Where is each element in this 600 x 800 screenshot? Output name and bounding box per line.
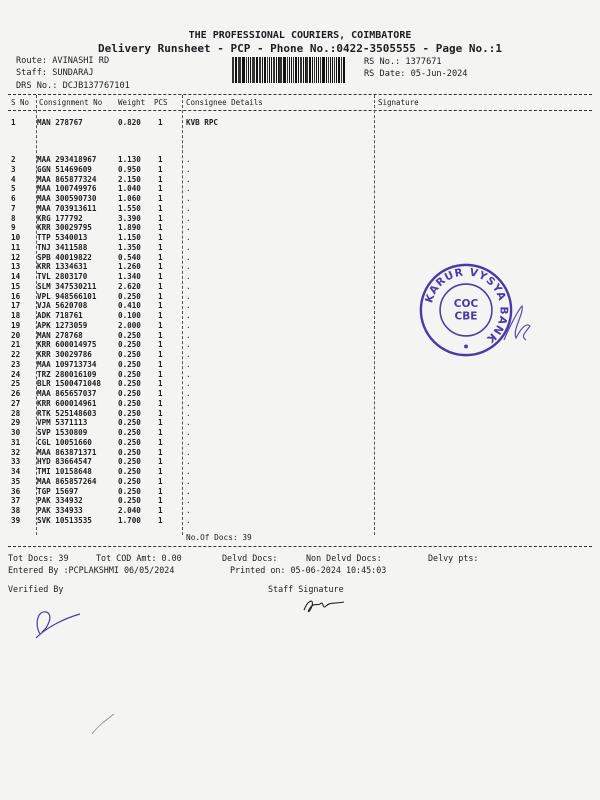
row-weight: 0.250 xyxy=(118,486,141,496)
row-weight: 2.620 xyxy=(118,281,141,291)
barcode-bar xyxy=(295,57,297,83)
row-sno: 22 xyxy=(11,350,21,359)
row-consignee-details: . xyxy=(186,467,191,476)
row-pcs: 1 xyxy=(158,301,163,311)
row-pcs: 1 xyxy=(158,467,163,476)
row-sno: 16 xyxy=(11,291,21,301)
stamp-line-coc: COC xyxy=(453,298,479,311)
row-pcs: 1 xyxy=(158,428,163,437)
row-sno: 36 xyxy=(11,486,21,496)
drs-number: DRS No.: DCJB137767101 xyxy=(16,81,130,91)
row-consignment-no: SVP 1530809 xyxy=(37,428,88,437)
row-consignment-no: SPB 40019822 xyxy=(37,252,92,262)
row-weight: 1.350 xyxy=(118,242,141,252)
row-consignment-no: PAK 334932 xyxy=(37,496,83,506)
row-consignee-details: . xyxy=(186,164,191,174)
row-consignment-no: SLM 347530211 xyxy=(37,281,97,291)
row-consignee-details: . xyxy=(186,330,191,340)
header-divider-bottom xyxy=(8,110,592,111)
row-pcs: 1 xyxy=(158,272,163,281)
row-sno: 29 xyxy=(11,418,21,428)
row-consignment-no: MAA 865877324 xyxy=(37,174,97,184)
row-sno: 33 xyxy=(11,457,21,467)
row-sno: 11 xyxy=(11,242,21,252)
barcode-bar xyxy=(238,57,240,83)
row-weight: 0.250 xyxy=(118,496,141,506)
delivery-points: Delvy pts: xyxy=(428,553,479,563)
row-pcs: 1 xyxy=(158,184,163,194)
stamp-line-cbe: CBE xyxy=(454,310,478,323)
row-sno: 32 xyxy=(11,447,21,457)
row-pcs: 1 xyxy=(158,408,163,418)
row-pcs: 1 xyxy=(158,398,163,408)
barcode-bar xyxy=(320,57,321,83)
row-consignee-details: . xyxy=(186,340,191,350)
entered-by: Entered By :PCPLAKSHMI 06/05/2024 xyxy=(8,565,175,575)
col-header-signature: Signature xyxy=(378,98,419,107)
row-sno: 38 xyxy=(11,506,21,515)
row-pcs: 1 xyxy=(158,194,163,203)
row-pcs: 1 xyxy=(158,320,163,330)
rs-number: RS No.: 1377671 xyxy=(364,57,442,67)
row-consignment-no: MAA 300590730 xyxy=(37,194,97,203)
row-sno: 20 xyxy=(11,330,21,340)
row-consignee-details: . xyxy=(186,369,191,379)
col-divider-3 xyxy=(374,95,375,535)
row-sno: 14 xyxy=(11,272,21,281)
row-sno: 25 xyxy=(11,379,21,389)
row-sno: 23 xyxy=(11,359,21,369)
row-pcs: 1 xyxy=(158,155,163,164)
barcode-bar xyxy=(267,57,268,83)
row-pcs: 1 xyxy=(158,389,163,398)
row-consignee-details: . xyxy=(186,457,191,467)
row-consignee-details: . xyxy=(186,418,191,428)
barcode-bar xyxy=(252,57,254,83)
barcode-bar xyxy=(242,57,243,83)
row-consignee-details: . xyxy=(186,476,191,486)
row-pcs: 1 xyxy=(158,233,163,242)
row-consignment-no: VJA 5620708 xyxy=(37,301,88,311)
row-consignee-details: . xyxy=(186,379,191,389)
col-header-details: Consignee Details xyxy=(186,98,263,107)
row-consignee-details: . xyxy=(186,272,191,281)
row-consignee-details: . xyxy=(186,233,191,242)
row-weight: 1.040 xyxy=(118,184,141,194)
row-pcs: 1 xyxy=(158,350,163,359)
row-consignment-no: TNJ 3411588 xyxy=(37,242,88,252)
barcode-bar xyxy=(343,57,345,83)
barcode-bar xyxy=(322,57,324,83)
row-weight: 0.250 xyxy=(118,291,141,301)
row-sno: 8 xyxy=(11,213,16,223)
row-weight: 0.250 xyxy=(118,330,141,340)
row-consignee-details: . xyxy=(186,437,191,447)
row-consignee-details: . xyxy=(186,389,191,398)
row-sno: 6 xyxy=(11,194,16,203)
no-of-docs: No.Of Docs: 39 xyxy=(186,533,252,542)
row-sno: 15 xyxy=(11,281,21,291)
header-divider-top xyxy=(8,94,592,95)
row-consignee-details: . xyxy=(186,515,191,525)
row-pcs: 1 xyxy=(158,496,163,506)
row-consignee-details: . xyxy=(186,428,191,437)
company-title: THE PROFESSIONAL COURIERS, COIMBATORE xyxy=(188,30,412,41)
barcode-bar xyxy=(273,57,275,83)
row-consignment-no: KRR 600014975 xyxy=(37,340,97,350)
barcode-bar xyxy=(309,57,311,83)
barcode-bar xyxy=(316,57,317,83)
row-consignee-details: . xyxy=(186,203,191,213)
row-weight: 0.250 xyxy=(118,476,141,486)
row-consignment-no: MAA 703913611 xyxy=(37,203,97,213)
row-consignee-details: . xyxy=(186,155,191,164)
row-weight: 1.130 xyxy=(118,155,141,164)
row-consignee-details: . xyxy=(186,174,191,184)
row-consignment-no: KRR 30029795 xyxy=(37,223,92,233)
row-consignee-details: . xyxy=(186,242,191,252)
row-consignment-no: MAN 278768 xyxy=(37,330,83,340)
barcode-bar xyxy=(326,57,328,83)
row-consignment-no: TRZ 280016109 xyxy=(37,369,97,379)
col-header-pcs: PCS xyxy=(154,98,168,107)
row-pcs: 1 xyxy=(158,174,163,184)
row-consignment-no: TTP 5340013 xyxy=(37,233,88,242)
row-consignee-details: . xyxy=(186,320,191,330)
row-consignment-no: PAK 334933 xyxy=(37,506,83,515)
row-weight: 0.540 xyxy=(118,252,141,262)
row-sno: 19 xyxy=(11,320,21,330)
row-pcs: 1 xyxy=(158,506,163,515)
row-weight: 1.340 xyxy=(118,272,141,281)
row-weight: 1.060 xyxy=(118,194,141,203)
barcode-bar xyxy=(271,57,273,83)
row-weight: 1.260 xyxy=(118,262,141,272)
barcode-bar xyxy=(256,57,257,83)
row-pcs: 1 xyxy=(158,281,163,291)
row-consignee-details: . xyxy=(186,350,191,359)
row-sno: 21 xyxy=(11,340,21,350)
barcode-bar xyxy=(291,57,293,83)
row-consignee-details: . xyxy=(186,506,191,515)
col-divider-2 xyxy=(182,95,183,535)
row-consignment-no: MAA 100749976 xyxy=(37,184,97,194)
row-sno: 9 xyxy=(11,223,16,233)
row-consignee-details: . xyxy=(186,184,191,194)
verifier-signature xyxy=(26,604,86,644)
staff-signature xyxy=(300,592,350,618)
row-pcs: 1 xyxy=(158,369,163,379)
delivered-docs: Delvd Docs: xyxy=(222,553,278,563)
row-pcs: 1 xyxy=(158,118,163,127)
barcode-bar xyxy=(314,57,315,83)
row-consignee-details: . xyxy=(186,311,191,320)
row-consignee-details: . xyxy=(186,447,191,457)
barcode-bar xyxy=(336,57,337,83)
barcode-bar xyxy=(334,57,335,83)
row-consignment-no: HYD 83664547 xyxy=(37,457,92,467)
row-consignee-details: . xyxy=(186,291,191,301)
barcode-bar xyxy=(250,57,252,83)
row-sno: 31 xyxy=(11,437,21,447)
row-sno: 27 xyxy=(11,398,21,408)
row-weight: 1.550 xyxy=(118,203,141,213)
row-sno: 18 xyxy=(11,311,21,320)
row-consignment-no: MAA 863871371 xyxy=(37,447,97,457)
row-weight: 0.250 xyxy=(118,359,141,369)
barcode-bar xyxy=(293,57,294,83)
row-weight: 2.040 xyxy=(118,506,141,515)
row-weight: 0.250 xyxy=(118,379,141,389)
row-consignee-details: . xyxy=(186,301,191,311)
row-consignment-no: MAA 865657037 xyxy=(37,389,97,398)
row-consignment-no: TMI 10158648 xyxy=(37,467,92,476)
non-delivered-docs: Non Delvd Docs: xyxy=(306,553,382,563)
barcode-bar xyxy=(262,57,263,83)
row-weight: 0.250 xyxy=(118,457,141,467)
row-consignee-details: . xyxy=(186,486,191,496)
stamp-signature-scribble xyxy=(496,300,536,350)
row-consignee-details: . xyxy=(186,213,191,223)
row-sno: 24 xyxy=(11,369,21,379)
row-sno: 17 xyxy=(11,301,21,311)
row-consignment-no: VPM 5371113 xyxy=(37,418,88,428)
row-consignment-no: VPL 948566101 xyxy=(37,291,97,301)
col-header-consignment: Consignment No xyxy=(39,98,103,107)
barcode-bar xyxy=(303,57,304,83)
row-pcs: 1 xyxy=(158,213,163,223)
row-weight: 0.250 xyxy=(118,408,141,418)
stray-pen-mark xyxy=(88,712,118,738)
row-weight: 1.890 xyxy=(118,223,141,233)
row-consignee-details: . xyxy=(186,281,191,291)
row-consignment-no: KRR 600014961 xyxy=(37,398,97,408)
barcode-bar xyxy=(341,57,342,83)
barcode-bar xyxy=(312,57,313,83)
row-consignment-no: ADK 718761 xyxy=(37,311,83,320)
barcode-bar xyxy=(332,57,334,83)
barcode-bar xyxy=(305,57,306,83)
total-cod-amount: Tot COD Amt: 0.00 xyxy=(96,553,182,563)
row-weight: 0.250 xyxy=(118,467,141,476)
barcode-bar xyxy=(298,57,299,83)
barcode-bar xyxy=(318,57,320,83)
row-weight: 0.250 xyxy=(118,398,141,408)
barcode-bar xyxy=(232,57,234,83)
barcode-bar xyxy=(283,57,284,83)
total-docs: Tot Docs: 39 xyxy=(8,553,69,563)
barcode-bar xyxy=(269,57,270,83)
row-sno: 4 xyxy=(11,174,16,184)
row-weight: 2.150 xyxy=(118,174,141,184)
row-consignee-details: . xyxy=(186,194,191,203)
row-consignment-no: MAA 865857264 xyxy=(37,476,97,486)
row-pcs: 1 xyxy=(158,203,163,213)
row-pcs: 1 xyxy=(158,164,163,174)
barcode-graphic xyxy=(232,57,357,83)
staff-signature-label: Staff Signature xyxy=(268,584,344,594)
row-weight: 0.250 xyxy=(118,340,141,350)
row-consignment-no: GGN 51469609 xyxy=(37,164,92,174)
barcode-bar xyxy=(236,57,237,83)
row-sno: 34 xyxy=(11,467,21,476)
row-consignment-no: MAA 293418967 xyxy=(37,155,97,164)
row-pcs: 1 xyxy=(158,242,163,252)
row-weight: 0.250 xyxy=(118,437,141,447)
barcode-bar xyxy=(264,57,266,83)
row-consignee-details: . xyxy=(186,408,191,418)
row-pcs: 1 xyxy=(158,447,163,457)
footer-divider xyxy=(8,546,592,547)
row-pcs: 1 xyxy=(158,476,163,486)
row-consignment-no: MAA 109713734 xyxy=(37,359,97,369)
barcode-bar xyxy=(289,57,290,83)
row-pcs: 1 xyxy=(158,486,163,496)
row-weight: 0.820 xyxy=(118,118,141,127)
row-weight: 0.410 xyxy=(118,301,141,311)
row-consignment-no: KRR 1334631 xyxy=(37,262,88,272)
barcode-bar xyxy=(306,57,308,83)
row-pcs: 1 xyxy=(158,418,163,428)
verified-by-label: Verified By xyxy=(8,584,64,594)
row-sno: 2 xyxy=(11,155,16,164)
row-consignee-details: . xyxy=(186,496,191,506)
row-consignment-no: KRR 30029786 xyxy=(37,350,92,359)
row-consignment-no: BLR 1500471048 xyxy=(37,379,102,389)
row-pcs: 1 xyxy=(158,330,163,340)
printed-on: Printed on: 05-06-2024 10:45:03 xyxy=(230,565,387,575)
row-weight: 0.250 xyxy=(118,428,141,437)
row-weight: 3.390 xyxy=(118,213,141,223)
row-sno: 28 xyxy=(11,408,21,418)
row-sno: 39 xyxy=(11,515,21,525)
row-weight: 0.250 xyxy=(118,447,141,457)
barcode-bar xyxy=(330,57,331,83)
row-sno: 10 xyxy=(11,233,21,242)
row-weight: 2.000 xyxy=(118,320,141,330)
row-weight: 1.150 xyxy=(118,233,141,242)
runsheet-title-line: Delivery Runsheet - PCP - Phone No.:0422-3505555 - Page No.:1 xyxy=(98,42,502,55)
row-consignment-no: MAN 278767 xyxy=(37,118,83,127)
row-weight: 0.250 xyxy=(118,418,141,428)
row-pcs: 1 xyxy=(158,340,163,350)
stamp-bank-name: KARUR VYSYA BANK xyxy=(423,266,510,346)
rs-date: RS Date: 05-Jun-2024 xyxy=(364,69,468,79)
barcode-bar xyxy=(328,57,329,83)
row-sno: 5 xyxy=(11,184,16,194)
barcode-bar xyxy=(259,57,261,83)
row-sno: 3 xyxy=(11,164,16,174)
barcode-bar xyxy=(243,57,245,83)
barcode-bar xyxy=(246,57,247,83)
row-pcs: 1 xyxy=(158,223,163,233)
route-label: Route: AVINASHI RD xyxy=(16,56,110,66)
row-consignment-no: TGP 15697 xyxy=(37,486,79,496)
row-consignment-no: KRG 177792 xyxy=(37,213,83,223)
row-weight: 0.250 xyxy=(118,389,141,398)
row-weight: 0.950 xyxy=(118,164,141,174)
barcode-bar xyxy=(284,57,286,83)
row-consignee-details: . xyxy=(186,223,191,233)
row-sno: 37 xyxy=(11,496,21,506)
row-consignee-details: . xyxy=(186,262,191,272)
row-weight: 0.250 xyxy=(118,369,141,379)
row-pcs: 1 xyxy=(158,457,163,467)
staff-label: Staff: SUNDARAJ xyxy=(16,68,94,78)
row-weight: 0.100 xyxy=(118,311,141,320)
row-consignment-no: CGL 10051660 xyxy=(37,437,92,447)
row-weight: 0.250 xyxy=(118,350,141,359)
row-sno: 13 xyxy=(11,262,21,272)
row-pcs: 1 xyxy=(158,515,163,525)
row-consignment-no: RTK 525148603 xyxy=(37,408,97,418)
barcode-bar xyxy=(278,57,279,83)
barcode-bar xyxy=(279,57,281,83)
row-pcs: 1 xyxy=(158,437,163,447)
row-pcs: 1 xyxy=(158,379,163,389)
row-consignee-details: KVB RPC xyxy=(186,118,219,127)
barcode-bar xyxy=(300,57,302,83)
barcode-bar xyxy=(235,57,236,83)
row-weight: 1.700 xyxy=(118,515,141,525)
row-consignee-details: . xyxy=(186,252,191,262)
row-pcs: 1 xyxy=(158,252,163,262)
row-consignment-no: TVL 2803170 xyxy=(37,272,88,281)
row-sno: 35 xyxy=(11,476,21,486)
row-pcs: 1 xyxy=(158,262,163,272)
row-pcs: 1 xyxy=(158,359,163,369)
row-consignee-details: . xyxy=(186,398,191,408)
col-header-sno: S No xyxy=(11,98,30,107)
barcode-bar xyxy=(287,57,288,83)
row-sno: 12 xyxy=(11,252,21,262)
row-pcs: 1 xyxy=(158,291,163,301)
barcode-bar xyxy=(248,57,249,83)
barcode-bar xyxy=(257,57,258,83)
barcode-bar xyxy=(276,57,277,83)
row-consignment-no: APK 1273059 xyxy=(37,320,88,330)
row-sno: 26 xyxy=(11,389,21,398)
row-sno: 1 xyxy=(11,118,16,127)
row-sno: 7 xyxy=(11,203,16,213)
barcode-bar xyxy=(338,57,340,83)
row-consignment-no: SVK 10513535 xyxy=(37,515,92,525)
row-pcs: 1 xyxy=(158,311,163,320)
row-consignee-details: . xyxy=(186,359,191,369)
col-header-weight: Weight xyxy=(118,98,146,107)
row-sno: 30 xyxy=(11,428,21,437)
